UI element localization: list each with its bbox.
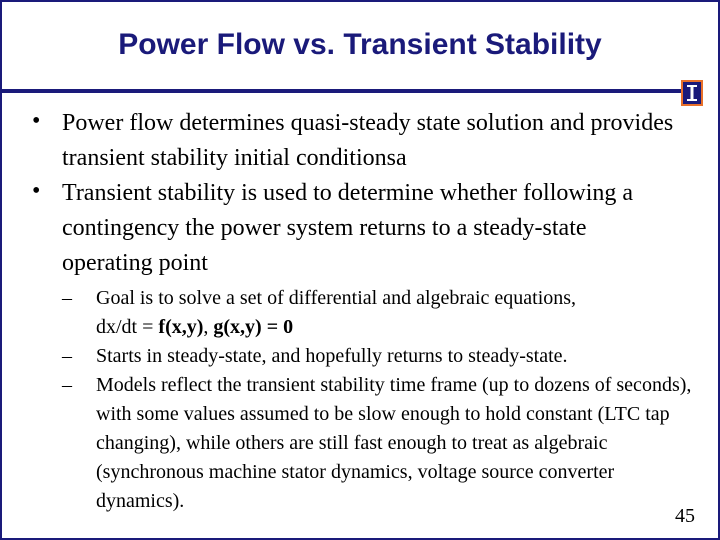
- equation-g: g(x,y) = 0: [213, 316, 294, 338]
- equation-separator: ,: [203, 316, 214, 338]
- sub-bullet-item: [62, 342, 702, 371]
- bullet-icon: •: [32, 178, 41, 204]
- sub-bullet-text: Models reflect the transient stability time frame (up to dozens of seconds), with some values assumed to be slow enough to hold constant (LTC tap changing), while others are still fast enough to treat as algebraic (synchronous machine stator dynamics, voltage source converter dynamics).: [96, 374, 692, 512]
- equation-f: f(x,y): [158, 316, 204, 338]
- page-number: 45: [675, 505, 695, 527]
- bullet-list: [22, 106, 682, 281]
- bullet-icon: •: [32, 108, 41, 134]
- sub-bullet-list: [62, 284, 702, 516]
- bullet-text: Power flow determines quasi-steady state solution and provides transient stability initial conditionsa: [62, 110, 674, 171]
- dash-icon: –: [62, 374, 72, 396]
- sub-bullet-text: Starts in steady-state, and hopefully returns to steady-state.: [96, 345, 568, 367]
- sub-bullet-text: Goal is to solve a set of differential and algebraic equations,: [96, 287, 577, 309]
- slide-title: Power Flow vs. Transient Stability: [118, 28, 602, 61]
- equation: [96, 316, 293, 338]
- sub-bullet-item: [62, 371, 702, 516]
- dash-icon: –: [62, 345, 72, 367]
- bullet-item: [22, 106, 682, 176]
- university-logo-icon: [681, 80, 703, 106]
- bullet-item: [22, 176, 682, 281]
- dash-icon: –: [62, 287, 72, 309]
- sub-bullet-item: [62, 284, 702, 342]
- bullet-text: Transient stability is used to determine whether following a contingency the power system returns to a steady-state operating point: [62, 180, 634, 276]
- equation-lhs: dx/dt =: [96, 316, 159, 338]
- title-rule: [0, 89, 688, 93]
